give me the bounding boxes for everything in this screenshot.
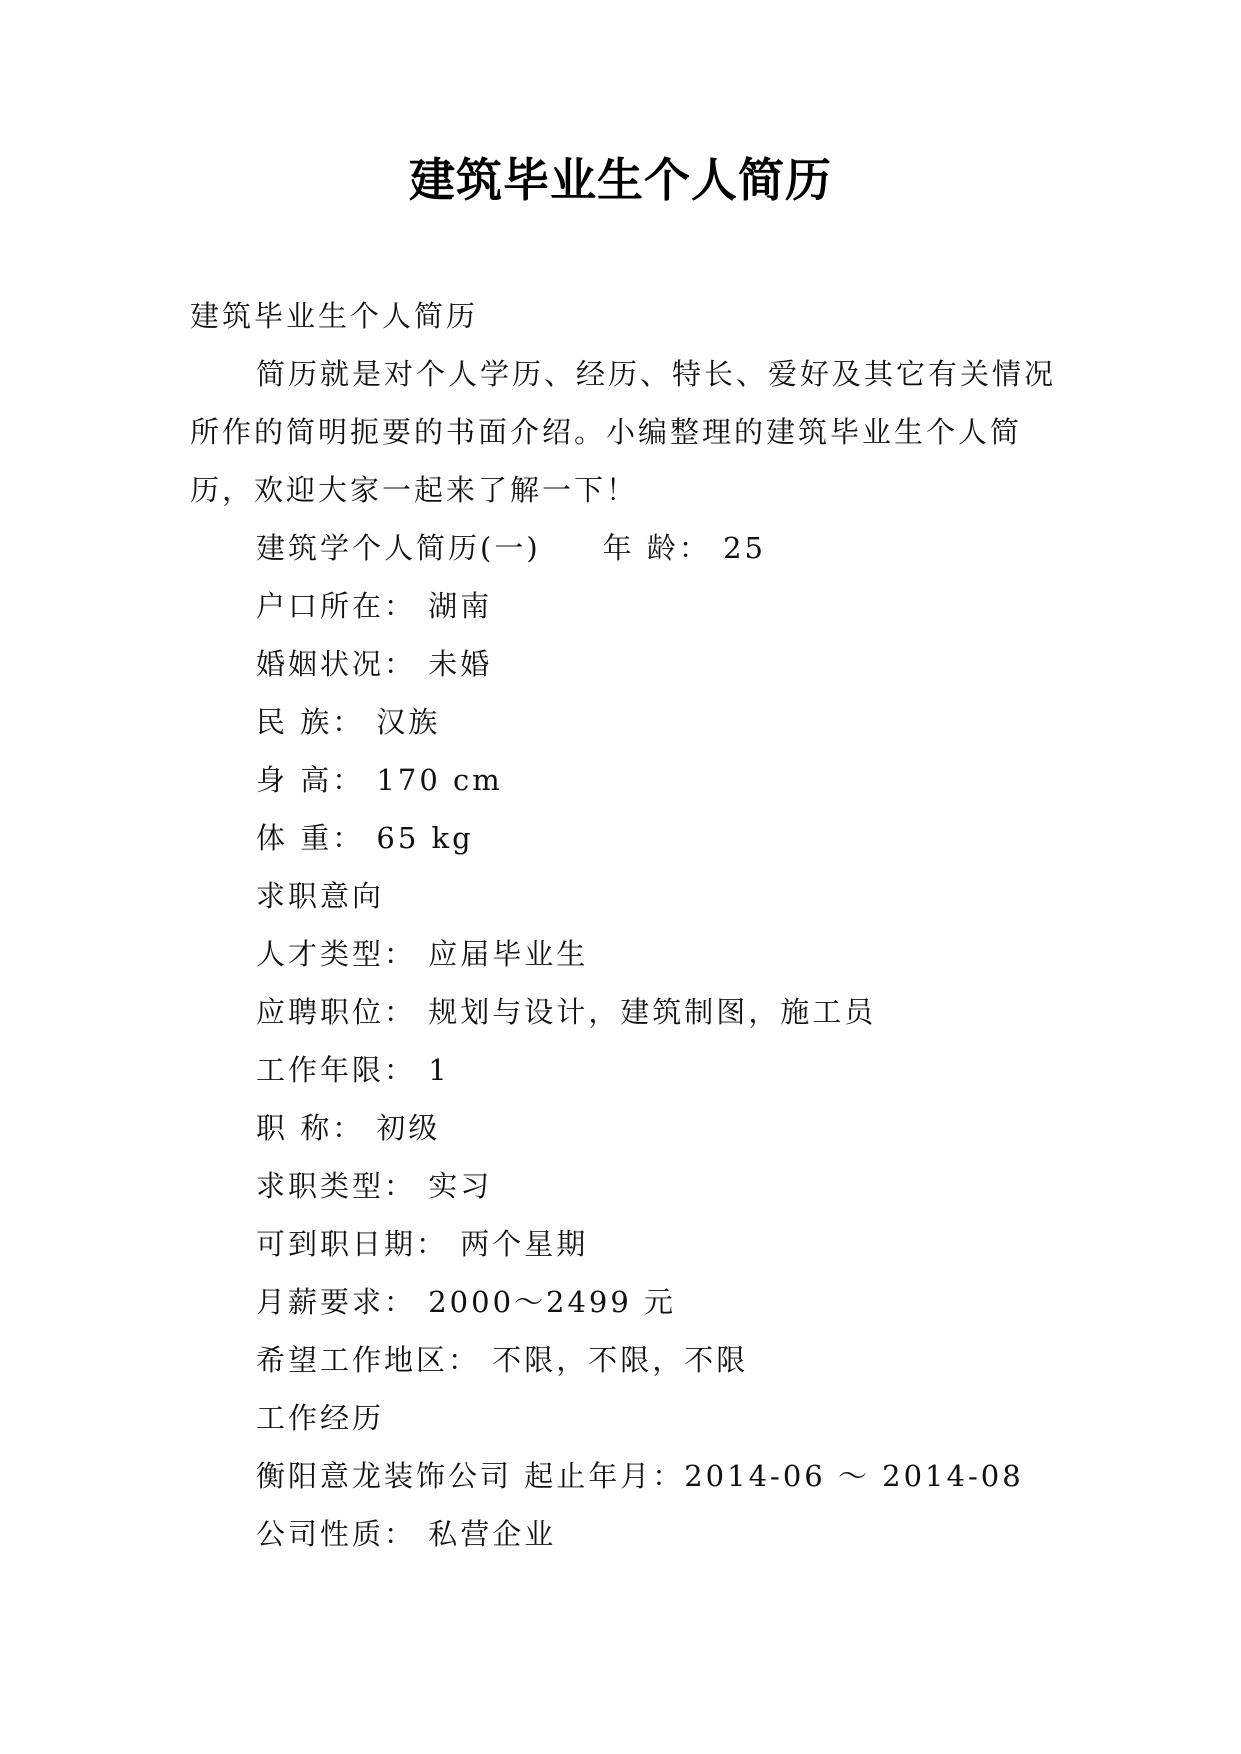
subtitle: 建筑毕业生个人简历 (190, 299, 479, 333)
section-heading-line (190, 519, 1060, 577)
document-body (190, 287, 1060, 1563)
field-hukou: 户口所在： 湖南 (256, 589, 493, 623)
age-field: 年 龄： 25 (602, 531, 766, 565)
field-start-date: 可到职日期： 两个星期 (256, 1227, 589, 1261)
field-weight: 体 重： 65 kg (256, 821, 474, 855)
field-job-type: 求职类型： 实习 (256, 1169, 493, 1203)
field-salary: 月薪要求： 2000～2499 元 (256, 1285, 677, 1319)
field-title-level: 职 称： 初级 (256, 1111, 441, 1145)
heading-work-experience: 工作经历 (256, 1401, 385, 1435)
field-position: 应聘职位： 规划与设计，建筑制图，施工员 (256, 995, 877, 1029)
field-company-type: 公司性质： 私营企业 (256, 1517, 557, 1551)
experience-entry: 衡阳意龙装饰公司 起止年月：2014-06 ～ 2014-08 (256, 1459, 1024, 1493)
field-talent-type: 人才类型： 应届毕业生 (256, 937, 589, 971)
section-heading: 建筑学个人简历(一) (256, 531, 541, 565)
intro-paragraph: 简历就是对个人学历、经历、特长、爱好及其它有关情况所作的简明扼要的书面介绍。小编整理的建筑毕业生个人简历，欢迎大家一起来了解一下！ (190, 357, 1057, 507)
field-height: 身 高： 170 cm (256, 763, 503, 797)
field-work-years: 工作年限： 1 (256, 1053, 450, 1087)
heading-job-intent: 求职意向 (256, 879, 385, 913)
field-ethnicity: 民 族： 汉族 (256, 705, 441, 739)
field-work-area: 希望工作地区： 不限，不限，不限 (256, 1343, 749, 1377)
document-title: 建筑毕业生个人简历 (409, 153, 832, 207)
field-marital-status: 婚姻状况： 未婚 (256, 647, 493, 681)
